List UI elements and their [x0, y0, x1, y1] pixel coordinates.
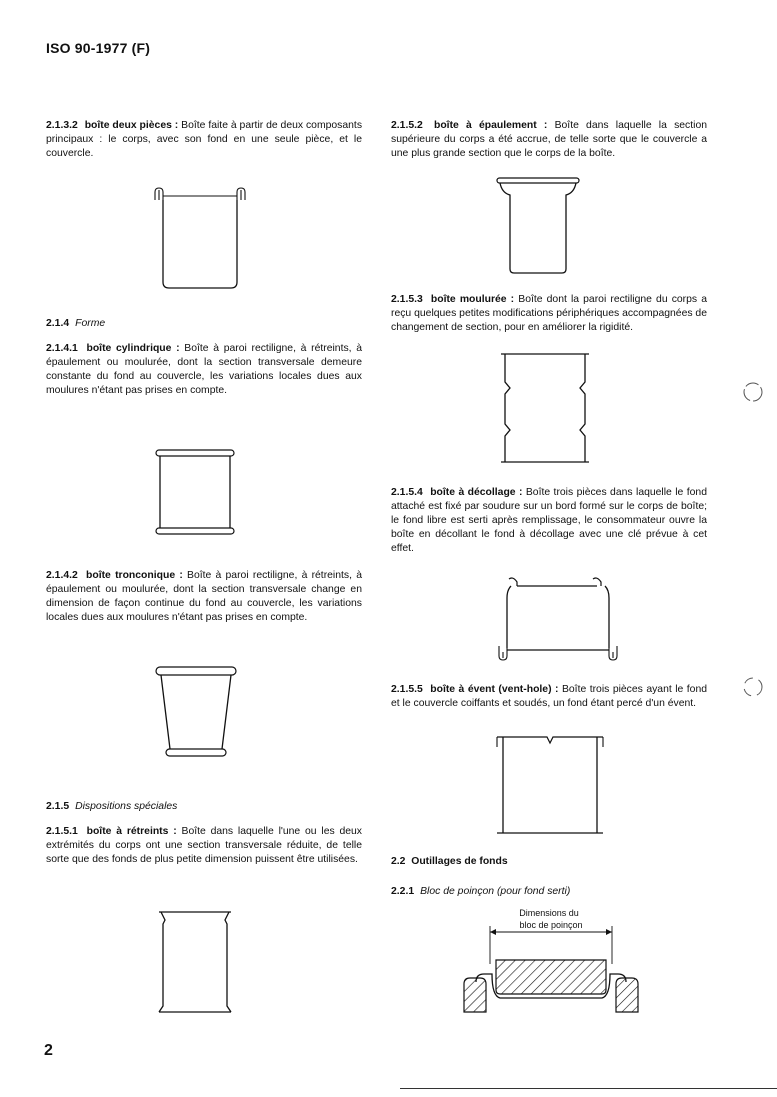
section-2-1-5-5 — [391, 683, 707, 711]
definition: Boîte à paroi rectiligne, à rétreints, à épaulement ou moulurée, dont la section transversale demeure constante du fond au couvercle, les variations locales dues aux moulures n'étant pas prises en compte. — [46, 343, 363, 396]
dimension-label-line-1: Dimensions du — [519, 908, 579, 918]
section-number: 2.1.5.4 — [391, 487, 423, 498]
section-number: 2.1.4 — [46, 318, 70, 329]
section-2-1-5-1 — [46, 825, 362, 867]
term: boîte à rétreints : — [86, 826, 177, 837]
figure-beaded-can — [501, 352, 589, 464]
section-number: 2.1.5.1 — [46, 826, 78, 837]
section-number: 2.1.5.2 — [391, 120, 423, 131]
section-number: 2.2.1 — [391, 886, 415, 897]
margin-circle-mark — [741, 381, 765, 403]
figure-expanded-can — [496, 177, 580, 275]
section-number: 2.1.3.2 — [46, 120, 78, 131]
definition: Boîte à paroi rectiligne, à rétreints, à épaulement ou moulurée, dont la section transversale change en dimension de façon continue du fond au couvercle, les variations locales dues aux moulures n'étant pas prises en compte. — [46, 570, 362, 623]
definition: Boîte trois pièces ayant le fond et le couvercle coiffants et soudés, un fond étant percé d'un évent. — [391, 684, 708, 709]
dimension-label-line-2: bloc de poinçon — [519, 920, 583, 930]
definition: Boîte dans laquelle la section supérieure du corps a été accrue, de telle sorte que le couvercle a une plus grande section que le corps de la boîte. — [391, 120, 708, 159]
term: boîte à évent (vent-hole) : — [430, 684, 559, 695]
section-2-1-4 — [46, 317, 105, 331]
section-2-1-5-2 — [391, 119, 707, 161]
section-2-2-1 — [391, 885, 570, 899]
figure-two-piece-can — [155, 186, 245, 290]
term: boîte moulurée : — [430, 294, 515, 305]
section-2-1-5-3 — [391, 293, 707, 335]
term: boîte à décollage : — [430, 487, 523, 498]
section-number: 2.1.5 — [46, 801, 70, 812]
figure-punch-block — [462, 924, 640, 1016]
section-2-1-3-2 — [46, 119, 362, 161]
figure-necked-can — [157, 910, 233, 1014]
page-number: 2 — [44, 1042, 53, 1059]
figure-tapered-can — [155, 666, 237, 758]
figure-vent-hole-can — [495, 733, 605, 835]
section-title: Dispositions spéciales — [75, 801, 178, 812]
term: boîte cylindrique : — [86, 343, 180, 354]
section-2-2 — [391, 855, 508, 869]
term: boîte deux pièces : — [84, 120, 179, 131]
section-number: 2.1.5.5 — [391, 684, 423, 695]
figure-cylindrical-can — [155, 449, 235, 535]
section-2-1-5-4 — [391, 486, 707, 556]
margin-circle-mark — [741, 676, 765, 698]
section-title: Forme — [75, 318, 106, 329]
section-number: 2.2 — [391, 856, 406, 867]
term: boîte à épaulement : — [433, 120, 548, 131]
section-2-1-4-2 — [46, 569, 362, 625]
term: boîte tronconique : — [86, 570, 183, 581]
definition: Boîte faite à partir de deux composants principaux : le corps, avec son fond en une seule pièce, et le couvercle. — [46, 120, 363, 159]
section-title: Outillages de fonds — [411, 856, 508, 867]
definition: Boîte dont la paroi rectiligne du corps a reçu quelques petites modifications périphériques accompagnées de changement de section, pour en améliorer la rigidité. — [391, 294, 707, 333]
definition: Boîte trois pièces dans laquelle le fond attaché est fixé par soudure sur un bord formé sur le corps de boîte; le fond libre est serti après remplissage, le consommateur ouvre la boîte en décollant le fond à décollage avec une clé prévue à cet effet. — [391, 487, 707, 554]
section-2-1-4-1 — [46, 342, 362, 398]
section-2-1-5 — [46, 800, 177, 814]
figure-peelable-can — [497, 576, 617, 662]
document-id: ISO 90-1977 (F) — [46, 40, 151, 56]
section-number: 2.1.4.1 — [46, 343, 78, 354]
definition: Boîte dans laquelle l'une ou les deux extrémités du corps ont une section transversale réduite, de telle sorte que des fonds de plus petite dimension puissent être utilisées. — [46, 826, 363, 865]
section-number: 2.1.5.3 — [391, 294, 423, 305]
section-title: Bloc de poinçon (pour fond serti) — [420, 886, 571, 897]
section-number: 2.1.4.2 — [46, 570, 78, 581]
bottom-rule — [400, 1088, 777, 1089]
